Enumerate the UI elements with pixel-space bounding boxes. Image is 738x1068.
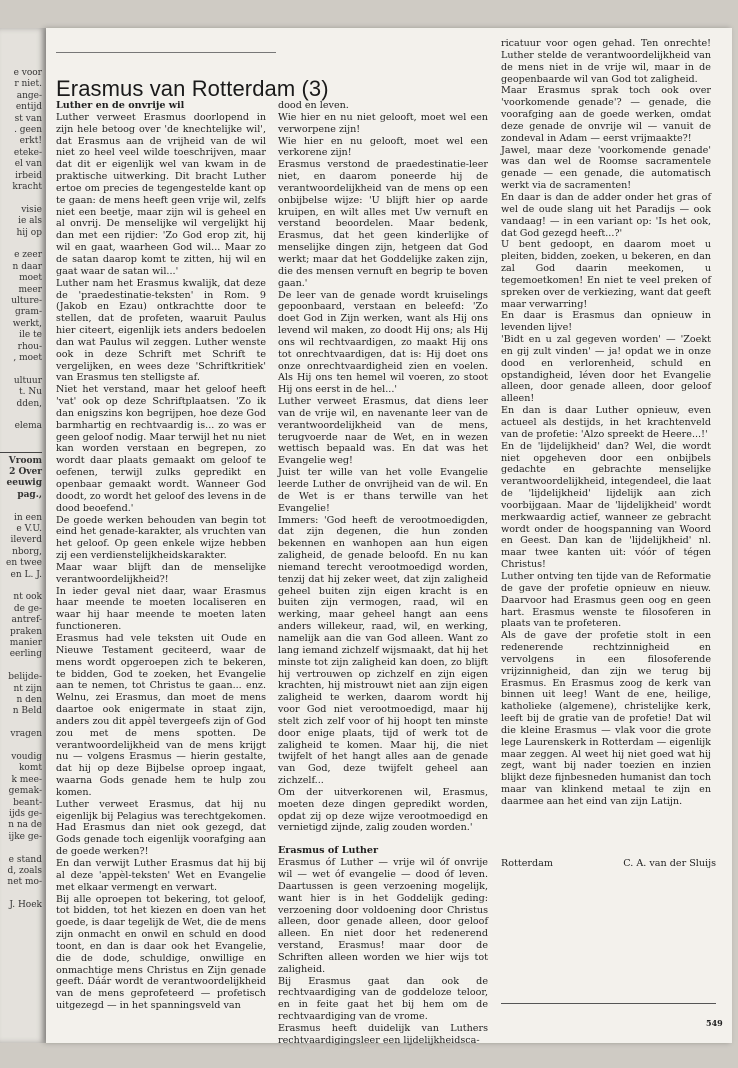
left-page-fragment: gemak-	[8, 786, 42, 797]
left-page-fragment: elema	[14, 421, 42, 432]
left-page-fragment: J. Hoek	[9, 900, 42, 911]
left-page-fragment: , moet	[13, 353, 42, 363]
left-page-fragment: belijde-	[8, 672, 42, 683]
left-page-fragment: nt zijn	[13, 683, 42, 694]
left-page-fragment: ileverd	[10, 535, 42, 546]
left-page-fragment: n daar	[12, 261, 42, 272]
left-page-fragment: e voor	[13, 68, 42, 78]
left-page-fragment: ijds ge-	[8, 809, 42, 819]
left-page-fragment: moet	[19, 273, 42, 284]
column-1	[56, 100, 266, 1012]
paragraph: Luther verweet Erasmus, dat hij nu eigenlijk bij Pelagius was terechtgekomen. Had Erasmus dan niet ook gezegd, dat Gods genade toch eigenlijk voorafging aan de goede werken?!	[56, 798, 266, 858]
left-page-fragment: komt	[18, 763, 42, 774]
left-page-fragment: ultuur	[13, 375, 42, 386]
paragraph: Jawel, maar deze 'voorkomende genade' was dan wel de Roomse sacramentele genade — een genade, die automatisch werkt via de sacramenten!	[501, 144, 711, 192]
left-page-fragment: e stand	[8, 854, 42, 865]
paragraph: Bij alle oproepen tot bekering, tot geloof, tot bidden, tot het kiezen en doen van het goede, is daar tegelijk de Wet, die de mens zijn onmacht en onwil en schuld en dood toont, en dan is daar ook het Evangelie, die de dode, schuldige, onwillige en onmachtige mens Christus en Zijn genade geeft. Dáár wordt de verantwoordelijkheid van de mens geprofeteerd — profetisch uitgezegd — in het spanningsveld van	[56, 893, 266, 1012]
left-page-fragment: visie	[21, 204, 42, 215]
signature-place: Rotterdam	[501, 858, 553, 869]
left-page-fragment: n Beld	[12, 706, 42, 717]
left-page-fragment: . geen	[14, 125, 42, 135]
left-page-fragment: d, zoals	[7, 866, 42, 876]
paragraph: Immers: 'God heeft de verootmoedigden, dat zijn degenen, die hun zonden bekennen en wanhopen aan hun eigen zaligheid, de genade beloofd. En nu kan niemand terecht verootmoedigd worden, tenzij dat hij zeker weet, dat zijn zaligheid geheel buiten zijn eigen kracht is en buiten zijn vermogen, raad, wil en werking, maar geheel hangt aan eens anders willekeur, raad, wil, en werking, namelijk aan die van God alleen. Want zo lang iemand zichzelf wijsmaakt, dat hij het minste tot zijn zaligheid kan doen, zo blijft hij vertrouwen op zichzelf en zijn eigen krachten, hij mistrouwt niet aan zijn eigen zaligheid te werken, daarom wordt hij voor God niet verootmoedigd, maar hij stelt zich zelf voor of hij hoopt ten minste door enige plaats, tijd of werk tot de zaligheid te komen. Maar hij, die niet twijfelt of het hangt alles aan de genade van God, deze twijfelt geheel aan zichzelf...	[278, 514, 488, 787]
left-page-fragment: eerling	[9, 649, 42, 660]
left-page-rule	[0, 452, 42, 453]
article-page	[46, 28, 732, 1046]
paragraph: Luther ontving ten tijde van de Reformatie de gave der profetie opnieuw en nieuw. Daarvoor had Erasmus geen oog en geen hart. Erasmus wenste te filosoferen in plaats van te profeteren.	[501, 570, 711, 630]
left-page-fragment: eteke-	[13, 147, 42, 158]
paragraph: Juist ter wille van het volle Evangelie leerde Luther de onvrijheid van de wil. En de Wet is er thans terwille van het Evangelie!	[278, 467, 488, 514]
left-page-fragment: ile te	[19, 330, 42, 341]
paragraph: Bij Erasmus gaat dan ook de rechtvaardiging van de goddeloze teloor, en in feite gaat het bij hem om de rechtvaardiging van de vrome.	[278, 975, 488, 1023]
left-page-fragment: pag.,	[17, 489, 42, 500]
paragraph: Luther verweet Erasmus doorlopend in zijn hele betoog over 'de knechtelijke wil', dat Erasmus aan de vrijheid van de wil niet zo heel veel wilde toeschrijven, maar dat dit er eigenlijk wel van kwam in de praktische uitwerking. Dit bracht Luther ertoe om precies de tegengestelde kant op te gaan: de mens heeft geen vrije wil, zelfs niet een beetje, maar zijn wil is geheel en al onvrij. De menselijke wil vergelijkt hij dan met een rijdier: 'Zo God erop zit, hij wil en gaat, waarheen God wil... Maar zo de satan daarop komt te zitten, hij wil en gaat waar de satan wil...'	[56, 111, 266, 277]
left-page-fragment: st van	[14, 113, 42, 124]
paragraph: Niet het verstand, maar het geloof heeft 'vat' ook op deze Schriftplaatsen. 'Zo ik dan enigszins kon begrijpen, hoe deze God barmhartig en rechtvaardig is... zo was er geen geloof nodig. Maar terwijl het nu niet kan worden verstaan en begrepen, zo wordt daar plaats gemaakt om geloof te oefenen, terwijl zulks gepredikt en openbaar gemaakt wordt. Wanneer God doodt, zo wordt het geloof des levens in de dood beoefend.'	[56, 384, 266, 514]
left-page-fragment: Vroom	[8, 455, 42, 466]
column-1-body	[56, 112, 266, 1012]
left-page-fragment: en twee	[6, 558, 42, 569]
left-page-fragment: e V.U.	[16, 524, 42, 534]
paragraph: Luther verweet Erasmus, dat diens leer van de vrije wil, en navenante leer van de verantwoordelijkheid van de mens, terugvoerde naar de Wet, en in wezen wettisch bepaald was. En dat was het Evangelie weg!	[278, 396, 488, 467]
article-title: Erasmus van Rotterdam (3)	[56, 76, 329, 101]
left-page-fragment: entijd	[15, 102, 42, 113]
left-page-fragment: kracht	[12, 182, 42, 192]
left-page-fragment: nborg,	[12, 546, 42, 557]
bottom-rule	[501, 1003, 716, 1004]
left-page-fragment: en L. J.	[10, 569, 42, 580]
title-rule	[56, 52, 276, 53]
paragraph: En de 'lijdelijkheid' dan? Wel, die wordt niet opgeheven door een onbijbels gedachte en gebrachte menselijke verantwoordelijkheid, integendeel, die laat de 'lijdelijkheid' lijdelijk aan zich voorbijgaan. Maar de 'lijdelijkheid' wordt merkwaardig actief, wanneer ze gebracht wordt onder de hoogspanning van Woord en Geest. Dan kan de 'lijdelijkheid' nl. maar twee kanten uit: vóór of tégen Christus!	[501, 440, 711, 571]
paragraph: Om der uitverkorenen wil, Erasmus, moeten deze dingen gepredikt worden, opdat zij op deze wijze verootmoedigd en vernietigd zijnde, zalig zouden worden.'	[278, 786, 488, 834]
left-page-fragment: irbeid	[15, 170, 42, 181]
paragraph: Erasmus heeft duidelijk van Luthers rechtvaardigingsleer een lijdelijkheidsca-	[278, 1022, 488, 1046]
left-page-fragment: e zeer	[14, 250, 42, 261]
paragraph: Maar waar blijft dan de menselijke verantwoordelijkheid?!	[56, 561, 266, 585]
left-page-fragment: eeuwig	[6, 478, 42, 489]
left-page-fragment: manier	[9, 638, 42, 648]
left-page-fragment: dden,	[16, 398, 42, 409]
paragraph: U bent gedoopt, en daarom moet u pleiten, bidden, zoeken, u bekeren, en dan zal God daarin meekomen, u tegemoetkomen! En niet te veel preken of spreken over de verkiezing, want dat geeft maar verwarring!	[501, 239, 711, 310]
left-page-fragment: beant-	[13, 797, 42, 808]
paragraph: ricatuur voor ogen gehad. Ten onrechte! Luther stelde de verantwoordelijkheid van de mens niet in de vrije wil, maar in de geopenbaarde wil van God tot zaligheid.	[501, 38, 711, 85]
page-number: 549	[706, 1018, 723, 1028]
paragraph: In ieder geval niet daar, waar Erasmus haar meende te moeten localiseren en waar hij haar meende te moeten laten functioneren.	[56, 585, 266, 633]
left-page-fragment: voudig	[11, 752, 42, 762]
left-page-fragment: de ge-	[13, 603, 42, 614]
left-page-edge	[0, 28, 46, 1043]
paragraph: De goede werken behouden van begin tot eind het genade-karakter, als vruchten van het geloof. Op geen enkele wijze hebben zij een verdienstelijkheidskarakter.	[56, 514, 266, 562]
left-page-fragment: 2 Over	[9, 467, 42, 477]
paragraph: Erasmus had vele teksten uit Oude en Nieuwe Testament geciteerd, waar de mens wordt opgeroepen zich te bekeren, te bidden, God te zoeken, het Evangelie aan te nemen, tot Christus te gaan... enz. Welnu, zei Erasmus, dan moet de mens daartoe ook enigermate in staat zijn, anders zou dit appèl tevergeefs zijn of God zou met de mens spotten. De verantwoordelijkheid van de mens krijgt nu — volgens Erasmus — hierin gestalte, dat hij op deze Bijbelse oproep ingaat, waarna Gods genade hem te hulp zou komen.	[56, 632, 266, 798]
paragraph: Luther nam het Erasmus kwalijk, dat deze de 'praedestinatie-teksten' in Rom. 9 (Jakob en Ezau) ontkrachtte door te stellen, dat de profeten, waaruit Paulus hier citeert, eigenlijk iets anders bedoelen dan wat Paulus wil zeggen. Luther wenste ook in deze Schrift met Schrift te vergelijken, en wees deze 'Schriftkritiek' van Erasmus ten stelligste af.	[56, 277, 266, 384]
left-page-fragment: t. Nu	[18, 387, 42, 398]
paragraph: Maar Erasmus sprak toch ook over 'voorkomende genade'? — genade, die voorafging aan de goede werken, omdat deze genade de onvrije wil — vanuit de zondeval in Adam — eerst vrijmaakte?!	[501, 85, 711, 144]
paragraph: En dan verwijt Luther Erasmus dat hij bij al deze 'appèl-teksten' Wet en Evangelie met elkaar vermengt en verwart.	[56, 858, 266, 893]
left-page-fragment: antref-	[11, 615, 42, 626]
paragraph: En daar is Erasmus dan opnieuw in levenden lijve!	[501, 310, 711, 334]
section-heading-1: Luther en de onvrije wil	[56, 100, 185, 111]
section-heading-2: Erasmus of Luther	[278, 845, 379, 857]
left-page-fragment: k mee-	[11, 774, 42, 785]
left-page-fragment: ulture-	[11, 296, 42, 306]
paragraph: En dan is daar Luther opnieuw, even actueel als destijds, in het krachtenveld van de profetie: 'Alzo spreekt de Heere...!'	[501, 405, 711, 440]
column-3	[501, 38, 711, 808]
column-2b-body	[278, 857, 488, 1047]
paragraph: dood en leven.	[278, 100, 349, 111]
left-page-fragment: praken	[9, 626, 42, 637]
left-page-fragment: werkt,	[12, 318, 42, 329]
column-3-body	[501, 38, 711, 808]
left-page-fragment: ijke ge-	[8, 831, 42, 842]
left-page-fragment: net mo-	[7, 877, 42, 888]
paragraph: Erasmus verstond de praedestinatie-leer niet, en daarom poneerde hij de verantwoordelijkheid van de mens op een onbijbelse wijze: 'U blijft hier op aarde kruipen, en wilt alles met Uw vernuft en verstand beoordelen. Maar bedenk, Erasmus, dat het geen kinderlijke of menselijke dingen zijn, hetgeen dat God werkt; maar dat het Goddelijke zaken zijn, die des mensen vernuft en begrip te boven gaan.'	[278, 159, 488, 289]
left-page-fragment: in een	[14, 512, 42, 523]
paragraph: Erasmus óf Luther — vrije wil óf onvrije wil — wet óf evangelie — dood óf leven. Daartussen is geen verzoening mogelijk, want hier is in het Goddelijk geding: verzoening door voldoening door Christus alleen, door genade alleen, door geloof alleen. En niet door het redenerend verstand, Erasmus! maar door de Schriften alleen worden we hier wijs tot zaligheid.	[278, 857, 488, 975]
signature-author: C. A. van der Sluijs	[623, 858, 716, 869]
left-page-fragment: hij op	[16, 227, 42, 238]
left-page-fragment: meer	[18, 284, 42, 295]
paragraph: 'Bidt en u zal gegeven worden' — 'Zoekt en gij zult vinden' — ja! opdat we in onze dood en verlorenheid, schuld en opstandigheid, léven door het Evangelie alleen, door genade alleen, door geloof alleen!	[501, 334, 711, 405]
paragraph: De leer van de genade wordt kruiselings gepoonbaard, verstaan en beleefd: 'Zo doet God in Zijn werken, want als Hij ons levend wil maken, zo doodt Hij ons; als Hij ons wil rechtvaardigen, zo maakt Hij ons tot onrechtvaardigen, dat is: Hij doet ons onze onrechtvaardigheid zien en voelen. Als Hij ons ten hemel wil voeren, zo stoot Hij ons eerst in de hel...'	[278, 289, 488, 396]
left-page-fragment: el van	[14, 159, 42, 170]
left-page-fragment: gram-	[14, 307, 42, 318]
column-2	[278, 100, 488, 1047]
paragraph: Als de gave der profetie stolt in een redenerende rechtzinnigheid en vervolgens in een filosoferende vrijzinnigheid, dan zijn we terug bij Erasmus. En Erasmus zoog de kerk van binnen uit leeg! Want de ene, heilige, katholieke (algemene), christelijke kerk, leeft bij de gratie van de profetie! Dat wil die kleine Erasmus — vlak voor die grote lege Laurenskerk in Rotterdam — eigenlijk maar zeggen. Al weet hij niet goed wat hij zegt, want bij nader toezien en inzien blijkt deze fijnbesneden humanist dan toch maar van klinkend metaal te zijn en daarmee aan het eind van zijn Latijn.	[501, 630, 711, 807]
left-page-fragment: erkt!	[19, 136, 42, 147]
left-page-fragment: rhou-	[17, 341, 42, 352]
left-page-fragment: nt ook	[13, 592, 42, 603]
paragraph: Wie hier en nu niet gelooft, moet wel een verworpene zijn!	[278, 111, 488, 135]
left-page-fragment: ie als	[18, 216, 42, 227]
paragraph: Wie hier en nu gelooft, moet wel een verkorene zijn!	[278, 135, 488, 159]
left-page-fragment: n na de	[8, 820, 42, 831]
left-page-fragment: n den	[16, 695, 42, 705]
left-page-fragment: r niet.	[14, 79, 42, 90]
paragraph: En daar is dan de adder onder het gras of wel de oude slang uit het Paradijs — ook vandaag! — in een variant op: 'Is het ook, dat God gezegd heeft...?'	[501, 191, 711, 239]
left-page-fragment: ange-	[16, 90, 42, 101]
left-page-fragment: vragen	[10, 729, 42, 740]
column-2-body	[278, 100, 488, 834]
signature	[501, 858, 716, 869]
